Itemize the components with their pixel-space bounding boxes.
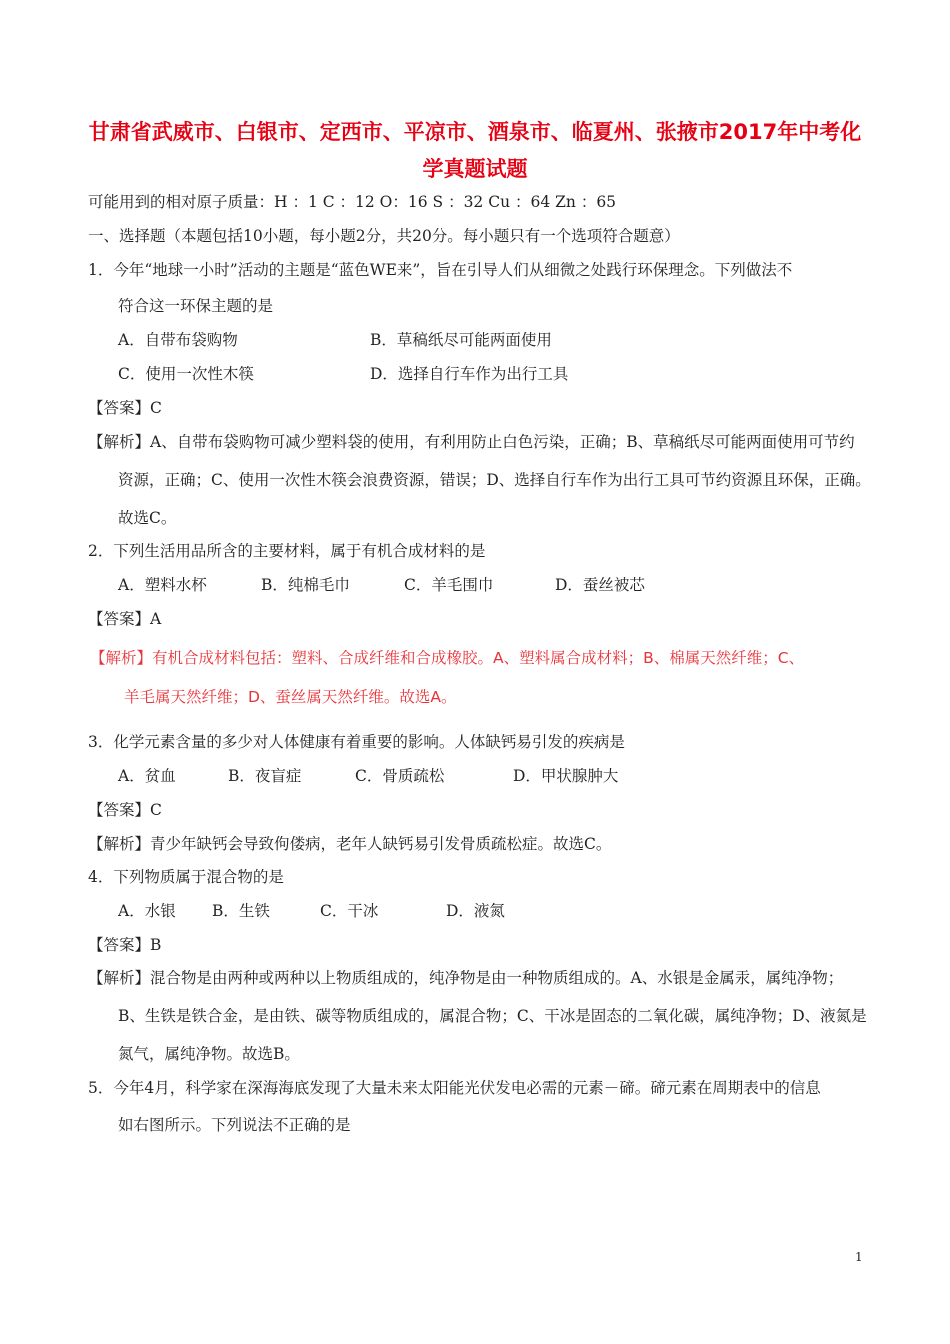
q4-stem: 4．下列物质属于混合物的是 bbox=[88, 868, 284, 886]
title-line-1: 甘肃省武威市、白银市、定西市、平凉市、酒泉市、临夏州、张掖市2017年中考化 bbox=[88, 120, 862, 144]
q1-option-c: C．使用一次性木筷 bbox=[118, 365, 254, 383]
q4-option-a: A．水银 bbox=[118, 902, 176, 920]
q1-option-d: D．选择自行车作为出行工具 bbox=[370, 365, 569, 383]
section-heading: 一、选择题（本题包括10小题，每小题2分，共20分。每小题只有一个选项符合题意） bbox=[88, 227, 680, 245]
q4-option-b: B．生铁 bbox=[212, 902, 270, 920]
q2-explanation-line-2: 羊毛属天然纤维；D、蚕丝属天然纤维。故选A。 bbox=[124, 688, 457, 706]
q3-option-c: C．骨质疏松 bbox=[355, 767, 445, 785]
q1-option-b: B．草稿纸尽可能两面使用 bbox=[370, 331, 552, 349]
q2-option-b: B．纯棉毛巾 bbox=[261, 576, 350, 594]
q4-option-c: C．干冰 bbox=[320, 902, 379, 920]
q1-option-a: A．自带布袋购物 bbox=[118, 331, 238, 349]
page-number: 1 bbox=[855, 1250, 863, 1264]
q1-explanation-line-1: 【解析】A、自带布袋购物可减少塑料袋的使用，有利用防止白色污染，正确；B、草稿纸尽可能两面使用可节约 bbox=[88, 433, 855, 451]
q2-explanation-line-1: 【解析】有机合成材料包括：塑料、合成纤维和合成橡胶。A、塑料属合成材料；B、棉属天然纤维；C、 bbox=[90, 649, 805, 667]
q1-stem-line-2: 符合这一环保主题的是 bbox=[118, 297, 274, 315]
q4-option-d: D．液氮 bbox=[446, 902, 505, 920]
q2-stem: 2．下列生活用品所含的主要材料，属于有机合成材料的是 bbox=[88, 542, 486, 560]
q2-option-c: C．羊毛围巾 bbox=[404, 576, 494, 594]
q4-answer: 【答案】B bbox=[88, 936, 162, 954]
title-line-2: 学真题试题 bbox=[422, 157, 528, 181]
q5-stem-line-1: 5．今年4月，科学家在深海海底发现了大量未来太阳能光伏发电必需的元素－碲。碲元素在周期表中的信息 bbox=[88, 1079, 821, 1097]
q3-option-b: B．夜盲症 bbox=[228, 767, 302, 785]
q3-answer: 【答案】C bbox=[88, 801, 162, 819]
q4-explanation-line-2: B、生铁是铁合金，是由铁、碳等物质组成的，属混合物；C、干冰是固态的二氧化碳，属纯净物；D、液氮是 bbox=[118, 1007, 867, 1025]
atomic-masses: 可能用到的相对原子质量：H ：1 C ：12 O：16 S ：32 Cu ：64 Zn ：65 bbox=[88, 193, 617, 211]
q4-explanation-line-3: 氮气，属纯净物。故选B。 bbox=[118, 1045, 300, 1063]
q1-answer: 【答案】C bbox=[88, 399, 162, 417]
q2-option-d: D．蚕丝被芯 bbox=[555, 576, 645, 594]
q5-stem-line-2: 如右图所示。下列说法不正确的是 bbox=[118, 1116, 351, 1134]
q3-option-a: A．贫血 bbox=[118, 767, 176, 785]
q1-explanation-line-2: 资源，正确；C、使用一次性木筷会浪费资源，错误；D、选择自行车作为出行工具可节约资源且环保，正确。 bbox=[118, 471, 871, 489]
q1-stem-line-1: 1．今年“地球一小时”活动的主题是“蓝色WE来”，旨在引导人们从细微之处践行环保理念。下列做法不 bbox=[88, 261, 793, 279]
q4-explanation-line-1: 【解析】混合物是由两种或两种以上物质组成的，纯净物是由一种物质组成的。A、水银是金属汞，属纯净物； bbox=[88, 969, 844, 987]
q1-explanation-line-3: 故选C。 bbox=[118, 509, 177, 527]
q2-option-a: A．塑料水杯 bbox=[118, 576, 207, 594]
q3-explanation-line-1: 【解析】青少年缺钙会导致佝偻病，老年人缺钙易引发骨质疏松症。故选C。 bbox=[88, 835, 612, 853]
q3-stem: 3．化学元素含量的多少对人体健康有着重要的影响。人体缺钙易引发的疾病是 bbox=[88, 733, 625, 751]
q3-option-d: D．甲状腺肿大 bbox=[513, 767, 619, 785]
q2-answer: 【答案】A bbox=[88, 610, 162, 628]
